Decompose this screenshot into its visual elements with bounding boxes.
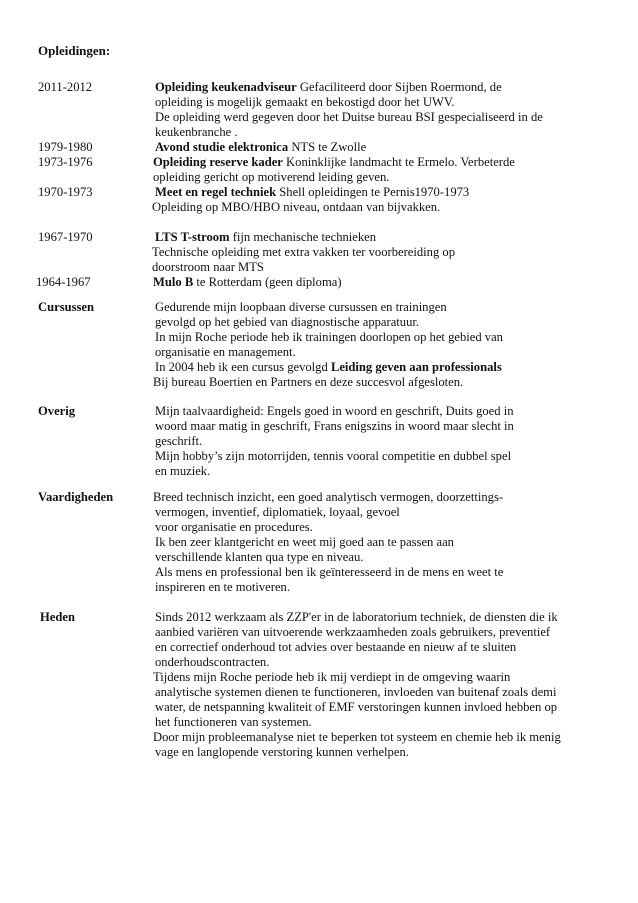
cursussen-row bbox=[0, 345, 638, 360]
opleiding-row bbox=[0, 230, 638, 245]
period-label: 2011-2012 bbox=[38, 80, 93, 94]
entry-title: Mulo B bbox=[153, 275, 194, 289]
opleiding-row bbox=[0, 140, 638, 155]
overig-row bbox=[0, 434, 638, 449]
section-label-vaardigheden: Vaardigheden bbox=[38, 490, 114, 504]
cursussen-section bbox=[0, 300, 638, 390]
heden-line: Sinds 2012 werkzaam als ZZP'er in de laboratorium techniek, de diensten die ik bbox=[155, 610, 558, 624]
heden-row bbox=[0, 685, 638, 700]
vaardigheden-row bbox=[0, 580, 638, 595]
entry-description: fijn mechanische technieken bbox=[229, 230, 377, 244]
heden-line: het functioneren van systemen. bbox=[155, 715, 312, 729]
entry-title: LTS T-stroom bbox=[155, 230, 230, 244]
opleiding-row bbox=[0, 125, 638, 140]
overig-row bbox=[0, 449, 638, 464]
entry-title: Opleiding reserve kader bbox=[153, 155, 283, 169]
vaardigheden-row bbox=[0, 565, 638, 580]
vaardigheden-row bbox=[0, 520, 638, 535]
vaardigheden-row bbox=[0, 550, 638, 565]
vaardigheden-line: inspireren en te motiveren. bbox=[155, 580, 290, 594]
heden-line: Tijdens mijn Roche periode heb ik mij verdiept in de omgeving waarin bbox=[153, 670, 511, 684]
heden-row bbox=[0, 625, 638, 640]
opleidingen-section bbox=[0, 80, 638, 290]
entry-description: Gefaciliteerd door Sijben Roermond, de bbox=[296, 80, 502, 94]
cursussen-row bbox=[0, 360, 638, 375]
opleiding-row bbox=[0, 260, 638, 275]
entry-text bbox=[155, 230, 376, 245]
opleiding-row bbox=[0, 80, 638, 95]
vaardigheden-line: voor organisatie en procedures. bbox=[155, 520, 313, 534]
cursussen-line bbox=[155, 360, 502, 375]
cursussen-row bbox=[0, 315, 638, 330]
vaardigheden-line: verschillende klanten qua type en niveau. bbox=[155, 550, 364, 564]
heden-line: Door mijn probleemanalyse niet te beperken tot systeem en chemie heb ik menig bbox=[153, 730, 561, 744]
vaardigheden-section bbox=[0, 490, 638, 595]
period-label: 1970-1973 bbox=[38, 185, 93, 199]
cursussen-row bbox=[0, 375, 638, 390]
cursussen-line: In mijn Roche periode heb ik trainingen doorlopen op het gebied van bbox=[155, 330, 503, 344]
entry-description: doorstroom naar MTS bbox=[152, 260, 264, 274]
cursussen-row bbox=[0, 330, 638, 345]
opleiding-row bbox=[0, 245, 638, 260]
heden-row bbox=[0, 640, 638, 655]
entry-title: Avond studie elektronica bbox=[155, 140, 289, 154]
section-heading-opleidingen: Opleidingen: bbox=[38, 43, 111, 58]
vaardigheden-line: Als mens en professional ben ik geïnteresseerd in de mens en weet te bbox=[155, 565, 504, 579]
overig-line: woord maar matig in geschrift, Frans enigszins in woord maar slecht in bbox=[155, 419, 514, 433]
opleiding-row bbox=[0, 95, 638, 110]
overig-line: Mijn taalvaardigheid: Engels goed in woord en geschrift, Duits goed in bbox=[155, 404, 514, 418]
heden-row bbox=[0, 715, 638, 730]
entry-description: Opleiding op MBO/HBO niveau, ontdaan van bijvakken. bbox=[152, 200, 441, 214]
opleiding-row bbox=[0, 185, 638, 200]
entry-text bbox=[153, 155, 515, 170]
heden-row bbox=[0, 700, 638, 715]
entry-description: Shell opleidingen te Pernis1970-1973 bbox=[276, 185, 470, 199]
heden-row bbox=[0, 670, 638, 685]
entry-description: te Rotterdam (geen diploma) bbox=[193, 275, 342, 289]
cursussen-line: gevolgd op het gebied van diagnostische apparatuur. bbox=[155, 315, 420, 329]
heden-line: en correctief onderhoud tot advies over bestaande en nieuw af te sluiten bbox=[155, 640, 517, 654]
heden-line: analytische systemen dienen te functioneren, invloeden van buitenaf zoals demi bbox=[155, 685, 557, 699]
overig-line: en muziek. bbox=[155, 464, 211, 478]
period-label: 1967-1970 bbox=[38, 230, 93, 244]
entry-text bbox=[155, 140, 366, 155]
vaardigheden-row bbox=[0, 490, 638, 505]
heden-line: water, de netspanning kwaliteit of EMF verstoringen kunnen invloed hebben op bbox=[155, 700, 558, 714]
entry-text bbox=[153, 275, 342, 290]
entry-title: Meet en regel techniek bbox=[155, 185, 277, 199]
section-label-cursussen: Cursussen bbox=[38, 300, 94, 314]
vaardigheden-row bbox=[0, 535, 638, 550]
section-label-overig: Overig bbox=[38, 404, 76, 418]
period-label: 1973-1976 bbox=[38, 155, 93, 169]
spacer bbox=[0, 215, 638, 230]
period-label: 1964-1967 bbox=[36, 275, 91, 289]
entry-text bbox=[155, 185, 469, 200]
opleiding-row bbox=[0, 275, 638, 290]
entry-description: NTS te Zwolle bbox=[288, 140, 367, 154]
entry-title: Opleiding keukenadviseur bbox=[155, 80, 297, 94]
heden-line: onderhoudscontracten. bbox=[155, 655, 270, 669]
heden-line: vage en langlopende verstoring kunnen verhelpen. bbox=[155, 745, 409, 759]
heden-row bbox=[0, 610, 638, 625]
entry-description: keukenbranche . bbox=[155, 125, 238, 139]
vaardigheden-line: Ik ben zeer klantgericht en weet mij goed aan te passen aan bbox=[155, 535, 454, 549]
section-label-heden: Heden bbox=[40, 610, 75, 624]
cursussen-row bbox=[0, 300, 638, 315]
entry-description: opleiding gericht op motiverend leiding geven. bbox=[153, 170, 390, 184]
heden-row bbox=[0, 655, 638, 670]
vaardigheden-line: vermogen, inventief, diplomatiek, loyaal, gevoel bbox=[155, 505, 400, 519]
cursussen-line: organisatie en management. bbox=[155, 345, 296, 359]
cursussen-line: Gedurende mijn loopbaan diverse cursussen en trainingen bbox=[155, 300, 447, 314]
entry-text bbox=[155, 80, 502, 95]
entry-description: Koninklijke landmacht te Ermelo. Verbeterde bbox=[282, 155, 515, 169]
overig-section bbox=[0, 404, 638, 479]
heden-row bbox=[0, 730, 638, 745]
overig-line: Mijn hobby’s zijn motorrijden, tennis vooral competitie en dubbel spel bbox=[155, 449, 512, 463]
opleiding-row bbox=[0, 155, 638, 170]
overig-line: geschrift. bbox=[155, 434, 203, 448]
opleiding-row bbox=[0, 200, 638, 215]
entry-description: De opleiding werd gegeven door het Duitse bureau BSI gespecialiseerd in de bbox=[155, 110, 543, 124]
cursussen-line-text: In 2004 heb ik een cursus gevolgd bbox=[155, 360, 331, 374]
entry-description: Technische opleiding met extra vakken ter voorbereiding op bbox=[152, 245, 456, 259]
overig-row bbox=[0, 419, 638, 434]
cursussen-line: Bij bureau Boertien en Partners en deze succesvol afgesloten. bbox=[153, 375, 464, 389]
heden-row bbox=[0, 745, 638, 760]
overig-row bbox=[0, 404, 638, 419]
heden-section bbox=[0, 610, 638, 760]
overig-row bbox=[0, 464, 638, 479]
period-label: 1979-1980 bbox=[38, 140, 93, 154]
heden-line: aanbied variëren van uitvoerende werkzaamheden zoals gebruikers, preventief bbox=[155, 625, 551, 639]
opleiding-row bbox=[0, 170, 638, 185]
vaardigheden-line: Breed technisch inzicht, een goed analytisch vermogen, doorzettings- bbox=[153, 490, 504, 504]
vaardigheden-row bbox=[0, 505, 638, 520]
entry-description: opleiding is mogelijk gemaakt en bekostigd door het UWV. bbox=[155, 95, 455, 109]
course-title: Leiding geven aan professionals bbox=[330, 360, 502, 374]
opleiding-row bbox=[0, 110, 638, 125]
